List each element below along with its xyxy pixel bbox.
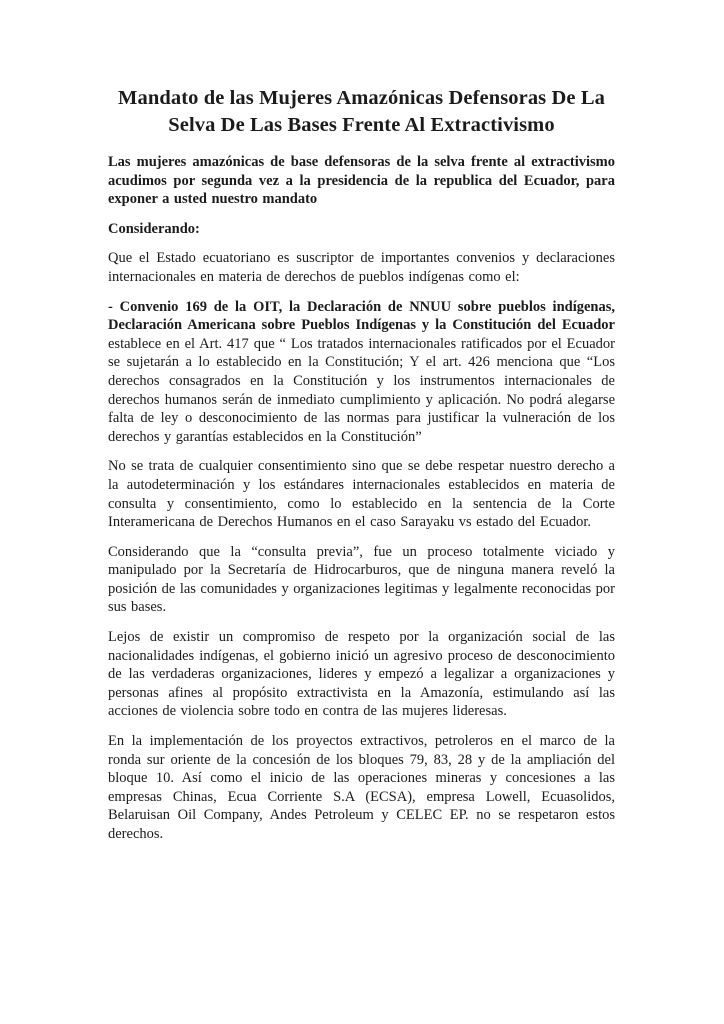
paragraph-proyectos-extractivos: En la implementación de los proyectos extractivos, petroleros en el marco de la ronda sur oriente de la concesión de los bloques 79, 83, 28 y de la ampliación del bloque 10. Así como el inicio de las operaciones mineras y concesiones a las empresas Chinas, Ecua Corriente S.A (ECSA), empresa Lowell, Ecuasolidos, Belaruisan Oil Company, Andes Petroleum y CELEC EP. no se respetaron estos derechos. xyxy=(108,733,615,842)
paragraph-convenio-169-constitucion xyxy=(108,298,615,447)
paragraph-consentimiento-sarayaku: No se trata de cualquier consentimiento sino que se debe respetar nuestro derecho a la autodeterminación y los estándares internacionales establecidos en materia de consulta y consentimiento, como lo establecido en la sentencia de la Corte Interamericana de Derechos Humanos en el caso Sarayaku vs estado del Ecuador. xyxy=(108,458,615,531)
paragraph-convenio-169-lead: - Convenio 169 de la OIT, la Declaración de NNUU sobre pueblos indígenas, Declaración Americana sobre Pueblos Indígenas y la Constitución del Ecuador xyxy=(108,298,615,334)
paragraph-consulta-previa: Considerando que la “consulta previa”, fue un proceso totalmente viciado y manipulado por la Secretaría de Hidrocarburos, que de ninguna manera reveló la posición de las comunidades y organizaciones legitimas y legalmente reconocidas por sus bases. xyxy=(108,543,615,616)
paragraph-convenios-internacionales: Que el Estado ecuatoriano es suscriptor de importantes convenios y declaraciones internacionales en materia de derechos de pueblos indígenas como el: xyxy=(108,250,615,285)
section-heading-considerando: Considerando: xyxy=(108,220,200,237)
intro-paragraph: Las mujeres amazónicas de base defensoras de la selva frente al extractivismo acudimos por segunda vez a la presidencia de la republica del Ecuador, para exponer a usted nuestro mandato xyxy=(108,154,615,208)
document-title: Mandato de las Mujeres Amazónicas Defensoras De La Selva De Las Bases Frente Al Extractivismo xyxy=(118,87,605,136)
paragraph-convenio-169-body: establece en el Art. 417 que “ Los tratados internacionales ratificados por el Ecuador se sujetarán a lo establecido en la Constitución; Y el art. 426 menciona que “Los derechos consagrados en la Constitución y los instrumentos internacionales de derechos humanos serán de inmediato cumplimiento y aplicación. No podrá alegarse falta de ley o desconocimiento de las normas para justificar la vulneración de los derechos y garantías establecidos en la Constitución” xyxy=(108,335,615,445)
document-content xyxy=(108,85,615,855)
paragraph-organizacion-social: Lejos de existir un compromiso de respeto por la organización social de las nacionalidades indígenas, el gobierno inició un agresivo proceso de desconocimiento de las verdaderas organizaciones, lideres y empezó a legalizar a organizaciones y personas afines al propósito extractivista en la Amazonía, estimulando así las acciones de violencia sobre todo en contra de las mujeres lideresas. xyxy=(108,629,615,720)
